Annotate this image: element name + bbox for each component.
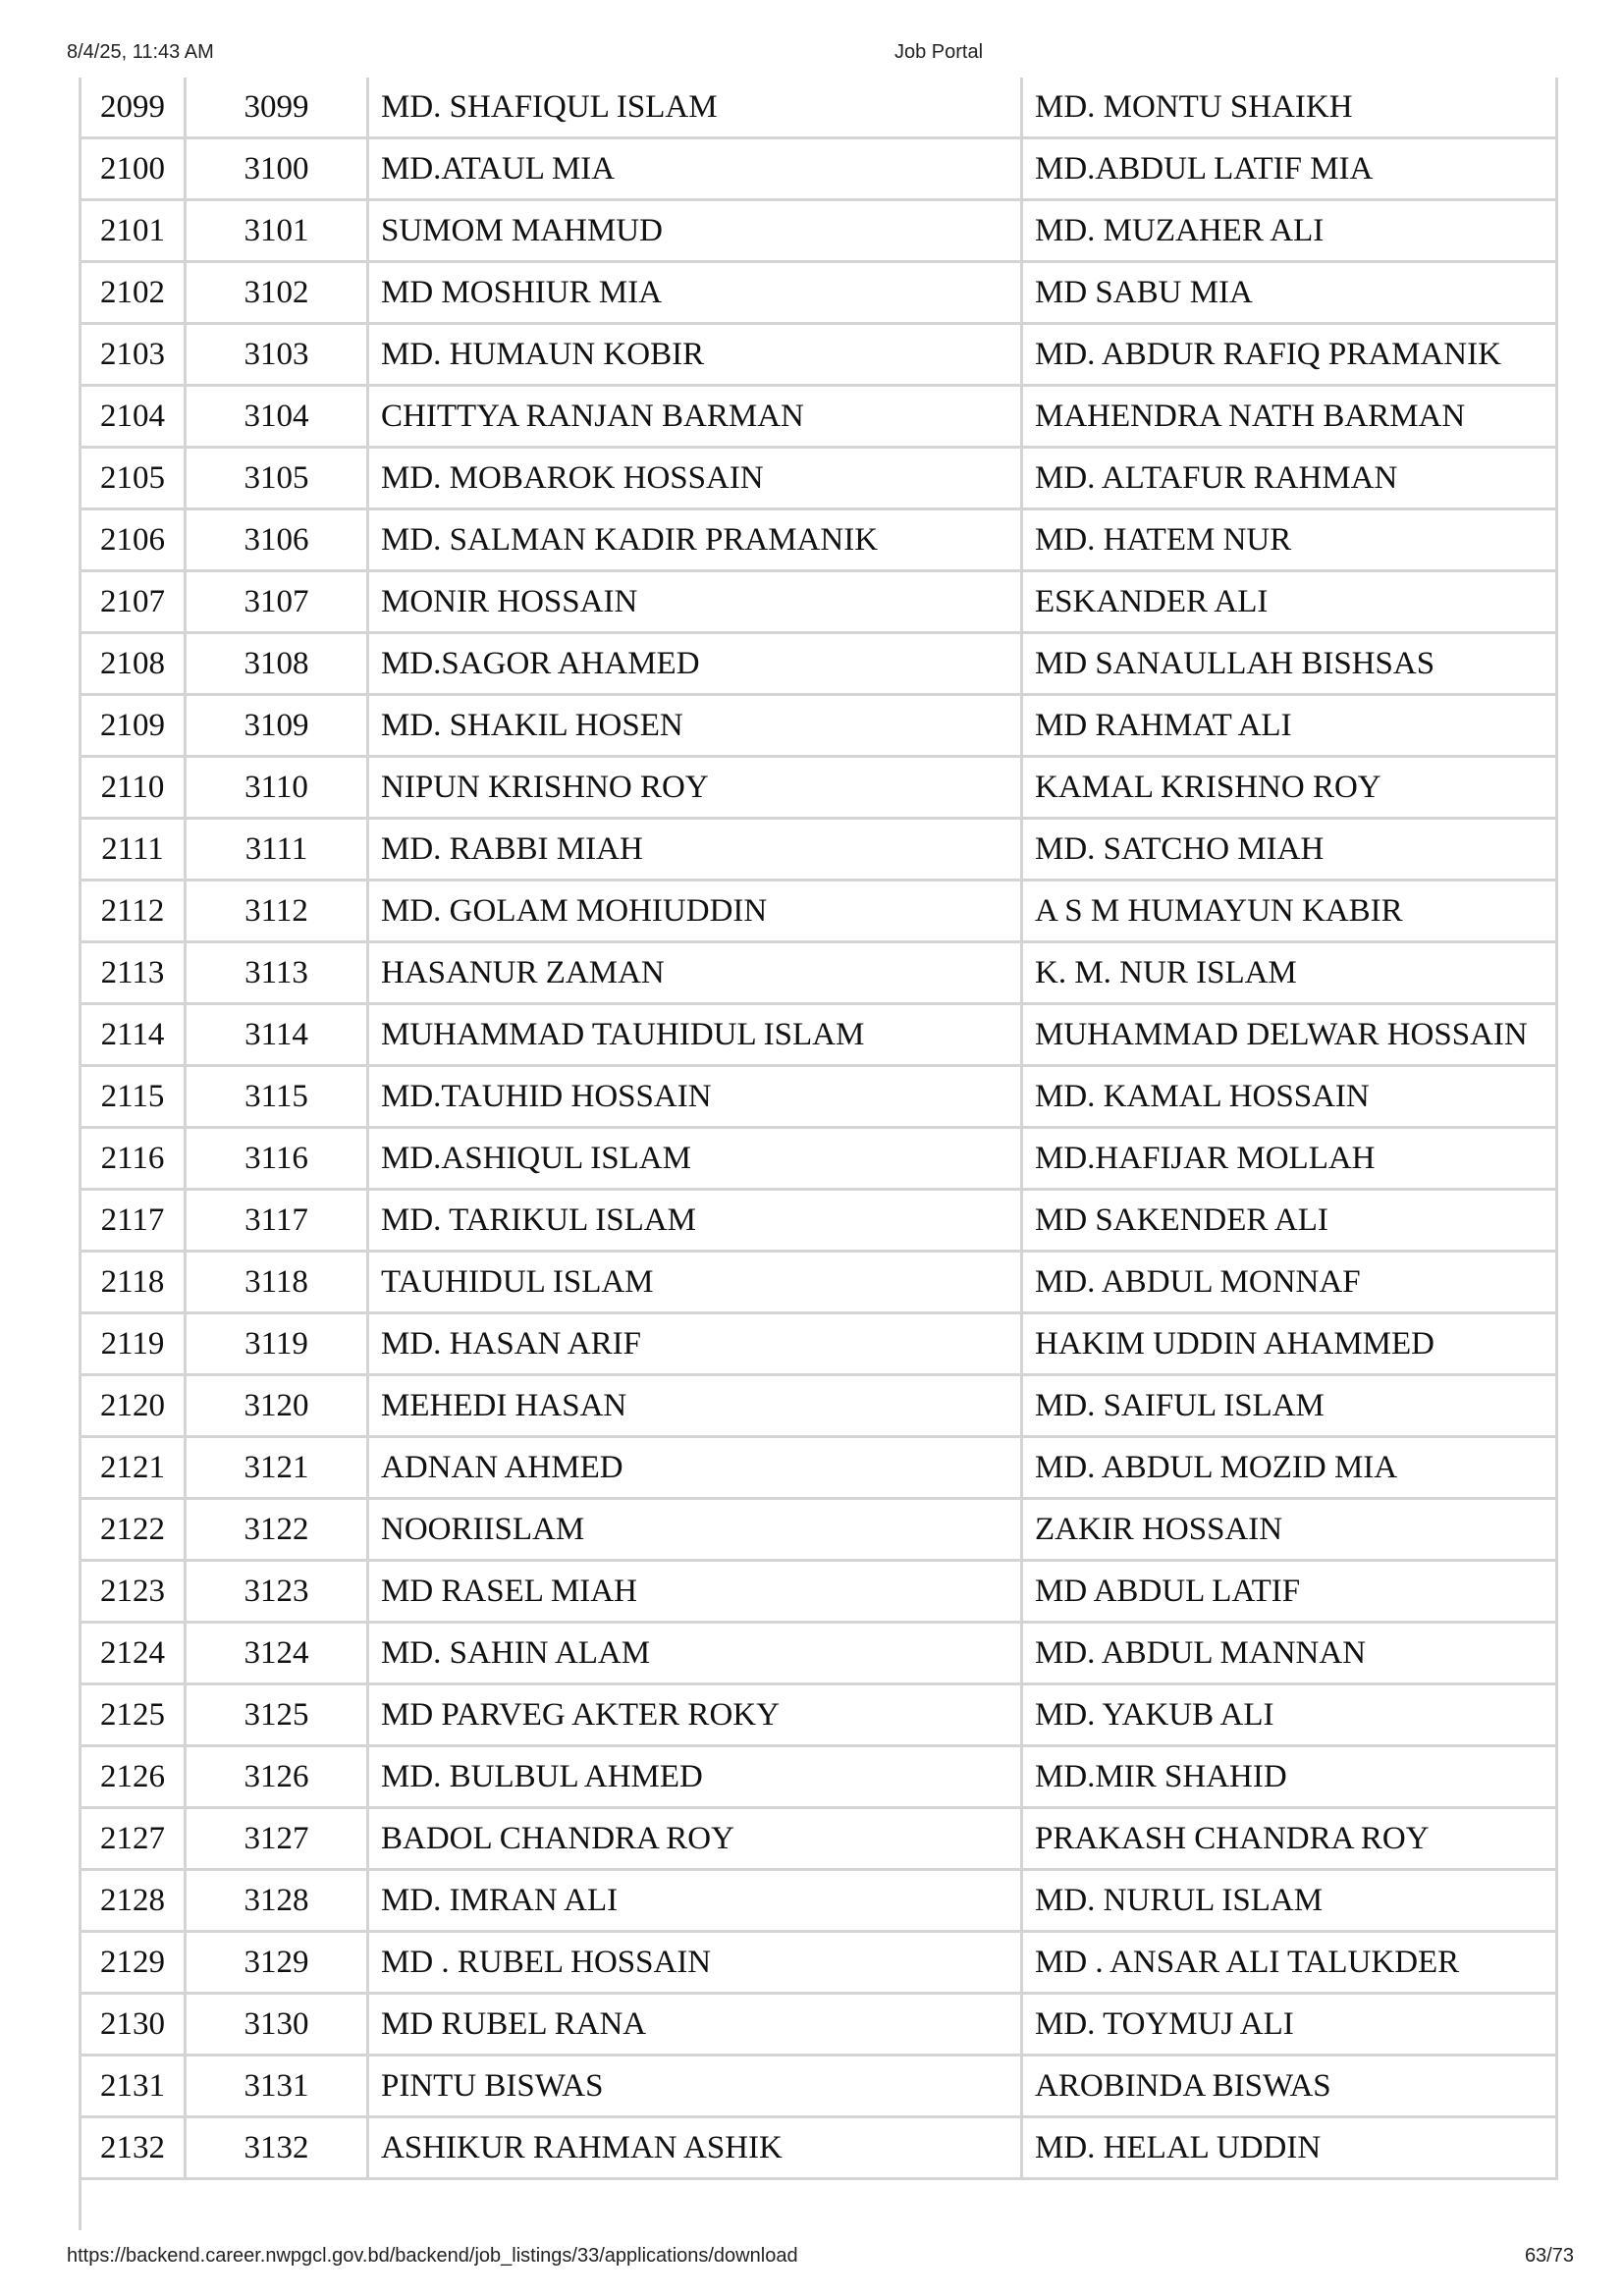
serial-cell: 2101: [79, 201, 187, 263]
roll-cell: 3100: [187, 139, 369, 201]
father-name-cell: MD. ABDUL MANNAN: [1023, 1624, 1558, 1685]
table-row: [79, 572, 1558, 634]
applicant-name-cell: MD. TARIKUL ISLAM: [369, 1191, 1023, 1253]
father-name-cell: MD. KAMAL HOSSAIN: [1023, 1067, 1558, 1129]
roll-cell: 3109: [187, 696, 369, 758]
roll-cell: 3116: [187, 1129, 369, 1191]
roll-cell: 3114: [187, 1005, 369, 1067]
roll-cell: 3099: [187, 78, 369, 139]
applicant-name-cell: ADNAN AHMED: [369, 1438, 1023, 1500]
serial-cell: 2132: [79, 2118, 187, 2180]
roll-cell: 3120: [187, 1376, 369, 1438]
father-name-cell: MD. ABDUL MONNAF: [1023, 1253, 1558, 1314]
serial-cell: 2130: [79, 1995, 187, 2056]
serial-cell: 2127: [79, 1809, 187, 1871]
table-row: [79, 1253, 1558, 1314]
table-row: [79, 820, 1558, 881]
serial-cell: 2105: [79, 449, 187, 510]
father-name-cell: MD. HATEM NUR: [1023, 510, 1558, 572]
applicant-name-cell: MD. SHAKIL HOSEN: [369, 696, 1023, 758]
serial-cell: 2104: [79, 387, 187, 449]
father-name-cell: KAMAL KRISHNO ROY: [1023, 758, 1558, 820]
serial-cell: 2128: [79, 1871, 187, 1933]
father-name-cell: MD. TOYMUJ ALI: [1023, 1995, 1558, 2056]
applicant-name-cell: MD. RABBI MIAH: [369, 820, 1023, 881]
applicant-name-cell: MD.SAGOR AHAMED: [369, 634, 1023, 696]
applicant-name-cell: NOORIISLAM: [369, 1500, 1023, 1562]
roll-cell: 3104: [187, 387, 369, 449]
roll-cell: 3123: [187, 1562, 369, 1624]
serial-cell: 2115: [79, 1067, 187, 1129]
serial-cell: 2118: [79, 1253, 187, 1314]
serial-cell: 2126: [79, 1747, 187, 1809]
serial-cell: 2131: [79, 2056, 187, 2118]
serial-cell: 2120: [79, 1376, 187, 1438]
serial-cell: 2107: [79, 572, 187, 634]
serial-cell: 2114: [79, 1005, 187, 1067]
table-row: [79, 78, 1558, 139]
table-row: [79, 1562, 1558, 1624]
applicants-table: [79, 78, 1558, 2180]
serial-cell: 2100: [79, 139, 187, 201]
serial-cell: 2117: [79, 1191, 187, 1253]
table-row: [79, 1191, 1558, 1253]
father-name-cell: MD.MIR SHAHID: [1023, 1747, 1558, 1809]
roll-cell: 3118: [187, 1253, 369, 1314]
roll-cell: 3105: [187, 449, 369, 510]
serial-cell: 2119: [79, 1314, 187, 1376]
table-row: [79, 1995, 1558, 2056]
father-name-cell: MD.ABDUL LATIF MIA: [1023, 139, 1558, 201]
applicant-name-cell: HASANUR ZAMAN: [369, 943, 1023, 1005]
applicant-name-cell: MD. MOBAROK HOSSAIN: [369, 449, 1023, 510]
table-row: [79, 1871, 1558, 1933]
father-name-cell: A S M HUMAYUN KABIR: [1023, 881, 1558, 943]
applicant-name-cell: CHITTYA RANJAN BARMAN: [369, 387, 1023, 449]
table-row: [79, 387, 1558, 449]
table-row: [79, 325, 1558, 387]
roll-cell: 3131: [187, 2056, 369, 2118]
father-name-cell: MUHAMMAD DELWAR HOSSAIN: [1023, 1005, 1558, 1067]
father-name-cell: MD. HELAL UDDIN: [1023, 2118, 1558, 2180]
roll-cell: 3128: [187, 1871, 369, 1933]
applicant-name-cell: TAUHIDUL ISLAM: [369, 1253, 1023, 1314]
roll-cell: 3111: [187, 820, 369, 881]
table-row: [79, 881, 1558, 943]
table-row: [79, 1747, 1558, 1809]
father-name-cell: AROBINDA BISWAS: [1023, 2056, 1558, 2118]
father-name-cell: PRAKASH CHANDRA ROY: [1023, 1809, 1558, 1871]
table-continuation-border: [79, 2177, 81, 2230]
serial-cell: 2124: [79, 1624, 187, 1685]
applicant-name-cell: MD MOSHIUR MIA: [369, 263, 1023, 325]
table-row: [79, 1438, 1558, 1500]
applicant-name-cell: MD.ASHIQUL ISLAM: [369, 1129, 1023, 1191]
applicant-name-cell: ASHIKUR RAHMAN ASHIK: [369, 2118, 1023, 2180]
father-name-cell: ESKANDER ALI: [1023, 572, 1558, 634]
applicant-name-cell: MUHAMMAD TAUHIDUL ISLAM: [369, 1005, 1023, 1067]
father-name-cell: MD. NURUL ISLAM: [1023, 1871, 1558, 1933]
serial-cell: 2121: [79, 1438, 187, 1500]
page-url: https://backend.career.nwpgcl.gov.bd/backend/job_listings/33/applications/download: [67, 2245, 798, 2267]
father-name-cell: K. M. NUR ISLAM: [1023, 943, 1558, 1005]
table-row: [79, 139, 1558, 201]
applicant-name-cell: MONIR HOSSAIN: [369, 572, 1023, 634]
father-name-cell: MD . ANSAR ALI TALUKDER: [1023, 1933, 1558, 1995]
serial-cell: 2112: [79, 881, 187, 943]
roll-cell: 3117: [187, 1191, 369, 1253]
table-row: [79, 1376, 1558, 1438]
table-row: [79, 1933, 1558, 1995]
applicant-name-cell: MEHEDI HASAN: [369, 1376, 1023, 1438]
applicant-name-cell: MD. IMRAN ALI: [369, 1871, 1023, 1933]
applicant-name-cell: MD PARVEG AKTER ROKY: [369, 1685, 1023, 1747]
table-row: [79, 1624, 1558, 1685]
roll-cell: 3126: [187, 1747, 369, 1809]
serial-cell: 2111: [79, 820, 187, 881]
serial-cell: 2125: [79, 1685, 187, 1747]
table-row: [79, 1129, 1558, 1191]
applicant-name-cell: MD. HUMAUN KOBIR: [369, 325, 1023, 387]
serial-cell: 2102: [79, 263, 187, 325]
serial-cell: 2129: [79, 1933, 187, 1995]
father-name-cell: MD. YAKUB ALI: [1023, 1685, 1558, 1747]
roll-cell: 3127: [187, 1809, 369, 1871]
applicant-name-cell: PINTU BISWAS: [369, 2056, 1023, 2118]
father-name-cell: MD ABDUL LATIF: [1023, 1562, 1558, 1624]
applicant-name-cell: MD.TAUHID HOSSAIN: [369, 1067, 1023, 1129]
print-datetime: 8/4/25, 11:43 AM: [67, 41, 214, 63]
table-row: [79, 1005, 1558, 1067]
applicant-name-cell: MD RASEL MIAH: [369, 1562, 1023, 1624]
serial-cell: 2123: [79, 1562, 187, 1624]
table-row: [79, 1685, 1558, 1747]
applicant-name-cell: BADOL CHANDRA ROY: [369, 1809, 1023, 1871]
father-name-cell: MD. ABDUR RAFIQ PRAMANIK: [1023, 325, 1558, 387]
father-name-cell: MD.HAFIJAR MOLLAH: [1023, 1129, 1558, 1191]
roll-cell: 3106: [187, 510, 369, 572]
father-name-cell: MD SAKENDER ALI: [1023, 1191, 1558, 1253]
table-row: [79, 1067, 1558, 1129]
roll-cell: 3122: [187, 1500, 369, 1562]
table-row: [79, 2056, 1558, 2118]
roll-cell: 3115: [187, 1067, 369, 1129]
roll-cell: 3108: [187, 634, 369, 696]
applicant-name-cell: MD. SHAFIQUL ISLAM: [369, 78, 1023, 139]
father-name-cell: MD. SAIFUL ISLAM: [1023, 1376, 1558, 1438]
father-name-cell: MD RAHMAT ALI: [1023, 696, 1558, 758]
applicant-name-cell: MD RUBEL RANA: [369, 1995, 1023, 2056]
roll-cell: 3113: [187, 943, 369, 1005]
table-row: [79, 1314, 1558, 1376]
roll-cell: 3103: [187, 325, 369, 387]
roll-cell: 3132: [187, 2118, 369, 2180]
table-row: [79, 1809, 1558, 1871]
applicant-name-cell: SUMOM MAHMUD: [369, 201, 1023, 263]
serial-cell: 2116: [79, 1129, 187, 1191]
applicant-name-cell: MD. BULBUL AHMED: [369, 1747, 1023, 1809]
roll-cell: 3124: [187, 1624, 369, 1685]
father-name-cell: MD SABU MIA: [1023, 263, 1558, 325]
page-title: Job Portal: [893, 41, 984, 63]
applicant-name-cell: MD. HASAN ARIF: [369, 1314, 1023, 1376]
table-row: [79, 510, 1558, 572]
roll-cell: 3129: [187, 1933, 369, 1995]
serial-cell: 2103: [79, 325, 187, 387]
applicant-name-cell: NIPUN KRISHNO ROY: [369, 758, 1023, 820]
table-row: [79, 263, 1558, 325]
applicants-table-container: [79, 78, 1558, 2180]
table-row: [79, 1500, 1558, 1562]
roll-cell: 3121: [187, 1438, 369, 1500]
father-name-cell: HAKIM UDDIN AHAMMED: [1023, 1314, 1558, 1376]
serial-cell: 2106: [79, 510, 187, 572]
table-row: [79, 449, 1558, 510]
father-name-cell: MD. MUZAHER ALI: [1023, 201, 1558, 263]
page-number: 63/73: [1524, 2245, 1574, 2267]
father-name-cell: MD. MONTU SHAIKH: [1023, 78, 1558, 139]
table-row: [79, 758, 1558, 820]
table-row: [79, 634, 1558, 696]
roll-cell: 3110: [187, 758, 369, 820]
serial-cell: 2110: [79, 758, 187, 820]
applicant-name-cell: MD. GOLAM MOHIUDDIN: [369, 881, 1023, 943]
applicant-name-cell: MD . RUBEL HOSSAIN: [369, 1933, 1023, 1995]
applicant-name-cell: MD. SALMAN KADIR PRAMANIK: [369, 510, 1023, 572]
roll-cell: 3107: [187, 572, 369, 634]
serial-cell: 2109: [79, 696, 187, 758]
serial-cell: 2113: [79, 943, 187, 1005]
father-name-cell: MD SANAULLAH BISHSAS: [1023, 634, 1558, 696]
applicants-table-body: [79, 78, 1558, 2180]
applicant-name-cell: MD.ATAUL MIA: [369, 139, 1023, 201]
table-row: [79, 201, 1558, 263]
table-row: [79, 696, 1558, 758]
applicant-name-cell: MD. SAHIN ALAM: [369, 1624, 1023, 1685]
roll-cell: 3101: [187, 201, 369, 263]
father-name-cell: MD. ABDUL MOZID MIA: [1023, 1438, 1558, 1500]
table-row: [79, 2118, 1558, 2180]
serial-cell: 2099: [79, 78, 187, 139]
serial-cell: 2122: [79, 1500, 187, 1562]
table-row: [79, 943, 1558, 1005]
father-name-cell: MAHENDRA NATH BARMAN: [1023, 387, 1558, 449]
roll-cell: 3119: [187, 1314, 369, 1376]
serial-cell: 2108: [79, 634, 187, 696]
roll-cell: 3130: [187, 1995, 369, 2056]
father-name-cell: MD. ALTAFUR RAHMAN: [1023, 449, 1558, 510]
roll-cell: 3112: [187, 881, 369, 943]
father-name-cell: ZAKIR HOSSAIN: [1023, 1500, 1558, 1562]
father-name-cell: MD. SATCHO MIAH: [1023, 820, 1558, 881]
roll-cell: 3125: [187, 1685, 369, 1747]
roll-cell: 3102: [187, 263, 369, 325]
